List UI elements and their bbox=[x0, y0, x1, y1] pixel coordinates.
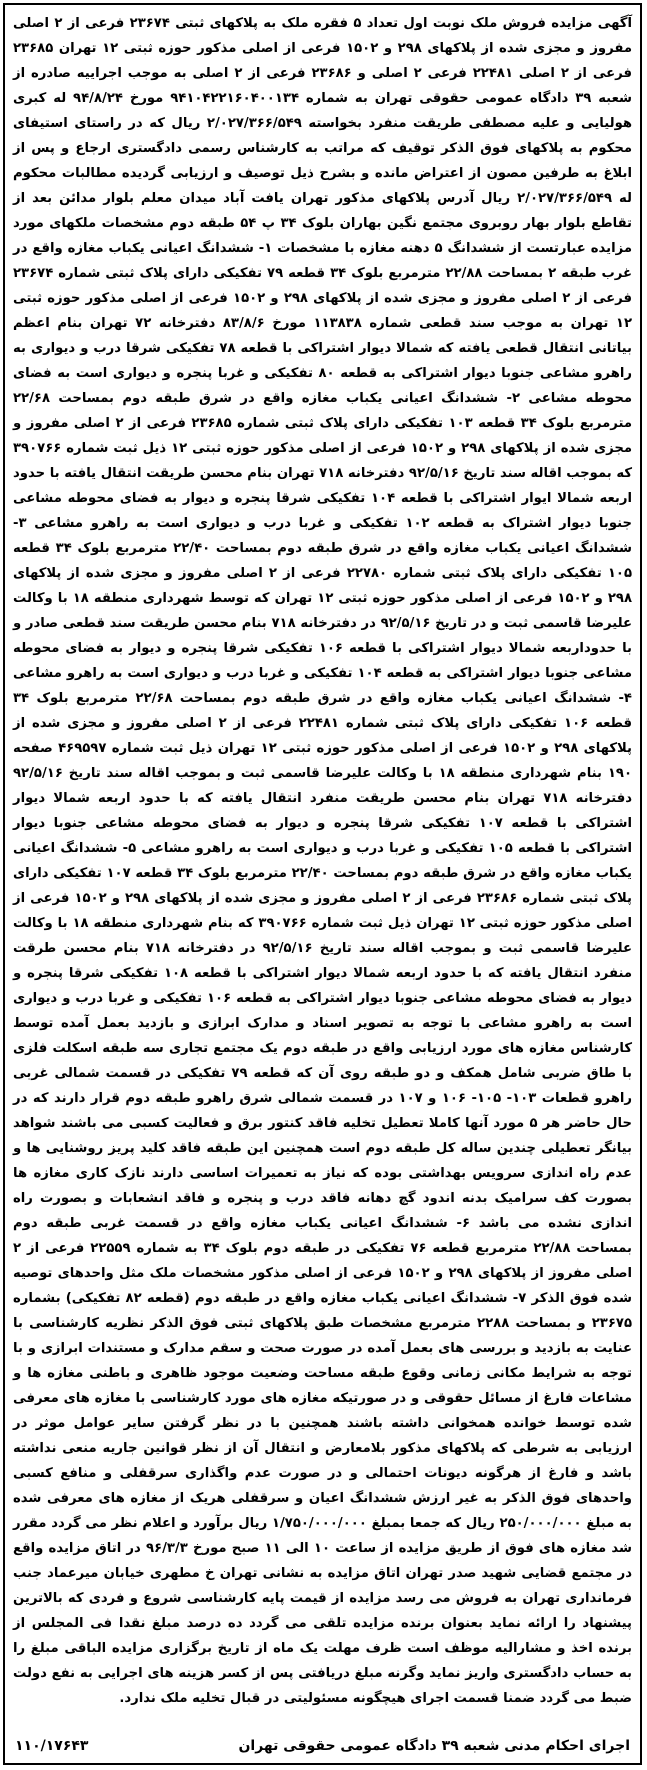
notice-footer bbox=[15, 1733, 630, 1759]
reference-code: ۱۱۰/۱۷۶۴۳ bbox=[15, 1738, 89, 1754]
issuer-signature: اجرای احکام مدنی شعبه ۳۹ دادگاه عمومی حقوقی تهران bbox=[238, 1738, 630, 1754]
auction-notice bbox=[3, 3, 642, 1765]
notice-body: آگهی مزایده فروش ملک نوبت اول تعداد ۵ فقره ملک به پلاکهای ثبتی ۲۳۶۷۴ فرعی از ۲ اصلی مفروز و مجزی شده از پلاکهای ۲۹۸ و ۱۵۰۲ فرعی از اصلی مذکور حوزه ثبتی ۱۲ تهران ۲۳۶۸۵ فرعی از ۲ اصلی ۲۲۴۸۱ فرعی ۲ اصلی و ۲۳۶۸۶ فرعی از ۲ اصلی به موجب اجراییه صادره از شعبه ۳۹ دادگاه عمومی حقوقی تهران به شماره ۹۴۱۰۴۲۲۱۶۰۴۰۰۱۳۴ مورخ ۹۴/۸/۲۴ له کبری هولیایی و علیه مصطفی طریقت منفرد بخواسته ۲/۰۲۷/۳۶۶/۵۴۹ ریال که در راستای استیفای محکوم به پلاکهای فوق الذکر توقیف که مراتب به کارشناس رسمی دادگستری ارجاع و پس از ابلاغ به طرفین مصون از اعتراض مانده و بشرح ذیل توصیف و ارزیابی گردیده مطالبات محکوم له ۲/۰۲۷/۳۶۶/۵۴۹ ریال آدرس پلاکهای مذکور تهران یافت آباد میدان معلم بلوار مدائن بعد از تقاطع بلوار بهار روبروی مجتمع نگین بهاران بلوک ۳۴ پ ۵۴ طبقه دوم مشخصات ملکهای مورد مزایده عبارتست از ششدانگ ۵ دهنه مغازه با مشخصات ۱- ششدانگ اعیانی یکباب مغازه واقع در غرب طبقه ۲ بمساحت ۲۲/۸۸ مترمربع بلوک ۳۴ قطعه ۷۹ تفکیکی دارای پلاک ثبتی شماره ۲۳۶۷۴ فرعی از ۲ اصلی مفروز و مجزی شده از پلاکهای ۲۹۸ و ۱۵۰۲ فرعی از اصلی مذکور حوزه ثبتی ۱۲ تهران به موجب سند قطعی شماره ۱۱۳۸۳۸ مورخ ۸۳/۸/۶ دفترخانه ۷۲ تهران بنام اعظم بیاتانی انتقال قطعی یافته که شمالا دیوار اشتراکی با قطعه ۷۸ تفکیکی شرقا درب و دیواری به راهرو مشاعی جنوبا دیوار اشتراکی به قطعه ۸۰ تفکیکی و غربا پنجره و دیواری است به فضای محوطه مشاعی ۲- ششدانگ اعیانی یکباب مغازه واقع در شرق طبقه دوم بمساحت ۲۲/۶۸ مترمربع بلوک ۳۴ قطعه ۱۰۳ تفکیکی دارای پلاک ثبتی شماره ۲۳۶۸۵ فرعی از ۲ اصلی مفروز و مجزی شده از پلاکهای ۲۹۸ و ۱۵۰۲ فرعی از اصلی مذکور حوزه ثبتی ۱۲ ذیل ثبت شماره ۳۹۰۷۶۶ که بموجب اقاله سند تاریخ ۹۲/۵/۱۶ دفترخانه ۷۱۸ تهران بنام محسن طریقت انتقال یافته با حدود اربعه شمالا ایوار اشتراکی با قطعه ۱۰۴ تفکیکی شرقا پنجره و دیوار به فضای محوطه مشاعی جنوبا دیوار اشتراک به قطعه ۱۰۲ تفکیکی و غربا درب و دیواری است به راهرو مشاعی ۳- ششدانگ اعیانی یکباب مغازه واقع در شرق طبقه دوم بمساحت ۲۲/۴۰ مترمربع بلوک ۳۴ قطعه ۱۰۵ تفکیکی دارای پلاک ثبتی شماره ۲۲۷۸۰ فرعی از ۲ اصلی مفروز و مجزی شده از پلاکهای ۲۹۸ و ۱۵۰۲ فرعی از اصلی مذکور حوزه ثبتی ۱۲ تهران که توسط شهرداری منطقه ۱۸ با وکالت علیرضا قاسمی ثبت و در تاریخ ۹۲/۵/۱۶ در دفترخانه ۷۱۸ بنام محسن طریقت سند قطعی صادر و با حدوداربعه شمالا دیوار اشتراکی با قطعه ۱۰۶ تفکیکی شرقا پنجره و دیوار به فضای محوطه مشاعی جنوبا دیوار اشتراکی به قطعه ۱۰۴ تفکیکی و غربا درب و دیواری است به راهرو مشاعی ۴- ششدانگ اعیانی یکباب مغازه واقع در شرق طبقه دوم بمساحت ۲۲/۶۸ مترمربع بلوک ۳۴ قطعه ۱۰۶ تفکیکی دارای پلاک ثبتی شماره ۲۲۴۸۱ فرعی از ۲ اصلی مفروز و مجزی شده از پلاکهای ۲۹۸ و ۱۵۰۲ فرعی از اصلی مذکور حوزه ثبتی ۱۲ تهران ذیل ثبت شماره ۴۶۹۵۹۷ صفحه ۱۹۰ بنام شهرداری منطقه ۱۸ با وکالت علیرضا قاسمی ثبت و بموجب اقاله سند تاریخ ۹۲/۵/۱۶ دفترخانه ۷۱۸ تهران بنام محسن طریقت منفرد انتقال یافته که با حدود اربعه شمالا دیوار اشتراکی با قطعه ۱۰۷ تفکیکی شرقا پنجره و دیوار به فضای محوطه مشاعی جنوبا دیوار اشتراکی با قطعه ۱۰۵ تفکیکی و غربا درب و دیواری است به راهرو مشاعی ۵- ششدانگ اعیانی یکباب مغازه واقع در شرق طبقه دوم بمساحت ۲۲/۴۰ مترمربع بلوک ۳۴ قطعه ۱۰۷ تفکیکی دارای پلاک ثبتی شماره ۲۳۶۸۶ فرعی از ۲ اصلی مفروز و مجزی شده از پلاکهای ۲۹۸ و ۱۵۰۲ فرعی از اصلی مذکور حوزه ثبتی ۱۲ تهران ذیل ثبت شماره ۳۹۰۷۶۶ که بنام شهرداری منطقه ۱۸ با وکالت علیرضا قاسمی ثبت و بموجب اقاله سند تاریخ ۹۲/۵/۱۶ در دفترخانه ۷۱۸ بنام محسن طرقت منفرد انتقال یافته که با حدود اربعه شمالا دیوار اشتراکی با قطعه ۱۰۸ تفکیکی شرقا پنجره و دیوار به فضای محوطه مشاعی جنوبا دیوار اشتراکی به قطعه ۱۰۶ تفکیکی و غربا درب و دیواری است به راهرو مشاعی با توجه به تصویر اسناد و مدارک ابرازی و بازدید بعمل آمده توسط کارشناس مغازه های مورد ارزیابی واقع در طبقه دوم یک مجتمع تجاری سه طبقه اسکلت فلزی با طاق ضربی شامل همکف و دو طبقه روی آن که قطعه ۷۹ تفکیکی در قسمت شمالی غربی راهرو قطعات ۱۰۳- ۱۰۵- ۱۰۶ و ۱۰۷ در قسمت شمالی شرق راهرو طبقه دوم قرار دارند که در حال حاضر هر ۵ مورد آنها کاملا تعطیل تخلیه فاقد کنتور برق و فعالیت کسبی می باشند شواهد بیانگر تعطیلی چندین ساله کل طبقه دوم است همچنین این طبقه فاقد کلید پریز روشنایی ها و عدم راه اندازی سرویس بهداشتی بوده که نیاز به تعمیرات اساسی دارند نازک کاری مغازه ها بصورت کف سرامیک بدنه اندود گچ دهانه فاقد درب و پنجره و فاقد انشعابات و بصورت راه اندازی نشده می باشد ۶- ششدانگ اعیانی یکباب مغازه واقع در قسمت غربی طبقه دوم بمساحت ۲۲/۸۸ مترمربع قطعه ۷۶ تفکیکی در طبقه دوم بلوک ۳۴ به شماره ۲۲۵۵۹ فرعی از ۲ اصلی مفروز از پلاکهای ۲۹۸ و ۱۵۰۲ فرعی از اصلی مذکور مشخصات ملک مثل واحدهای توصیه شده فوق الذکر ۷- ششدانگ اعیانی یکباب مغازه واقع در طبقه دوم (قطعه ۸۲ تفکیکی) بشماره ۲۳۶۷۵ و بمساحت ۲۲۸۸ مترمربع مشخصات طبق پلاکهای ثبتی فوق الذکر نظریه کارشناسی با عنایت به بازدید و بررسی های بعمل آمده در صورت صحت و سقم مدارک و مستندات ابرازی و با توجه به شرایط مکانی زمانی وقوع طبقه مساحت وضعیت موجود ظاهری و باطنی مغازه ها و مشاعات فارغ از مسائل حقوقی و در صورتیکه مغازه های مورد کارشناسی با مغازه های معرفی شده توسط خوانده همخوانی داشته باشند همچنین با در نظر گرفتن سایر عوامل موثر در ارزیابی به شرطی که پلاکهای مذکور بلامعارض و انتقال آن از نظر قوانین جاریه منعی نداشته باشد و فارغ از هرگونه دیونات احتمالی و در صورت عدم واگذاری سرقفلی و منافع کسبی واحدهای فوق الذکر به غیر ارزش ششدانگ اعیان و سرقفلی هریک از مغازه های معرفی شده به مبلغ ۲۵۰/۰۰۰/۰۰۰ ریال که جمعا بمبلغ ۱/۷۵۰/۰۰۰/۰۰۰ ریال برآورد و اعلام نظر می گردد مقرر شد مغازه های فوق از طریق مزایده از ساعت ۱۰ الی ۱۱ صبح مورخ ۹۶/۳/۳ در اتاق مزایده واقع در مجتمع قضایی شهید صدر تهران اتاق مزایده به نشانی تهران خ مطهری خیابان میرعماد جنب فرمانداری تهران به فروش می رسد مزایده از قیمت پایه کارشناسی شروع و فردی که بالاترین پیشنهاد را ارائه نماید بعنوان برنده مزایده تلقی می گردد ده درصد مبلغ نقدا فی المجلس از برنده اخذ و مشارالیه موظف است ظرف مهلت یک ماه از تاریخ برگزاری مزایده الباقی مبلغ را به حساب دادگستری واریز نماید وگرنه مبلغ دریافتی پس از کسر هزینه های اجرایی به نفع دولت ضبط می گردد ضمنا قسمت اجرای هیچگونه مسئولیتی در قبال تخلیه ملک ندارد. bbox=[13, 16, 633, 1706]
